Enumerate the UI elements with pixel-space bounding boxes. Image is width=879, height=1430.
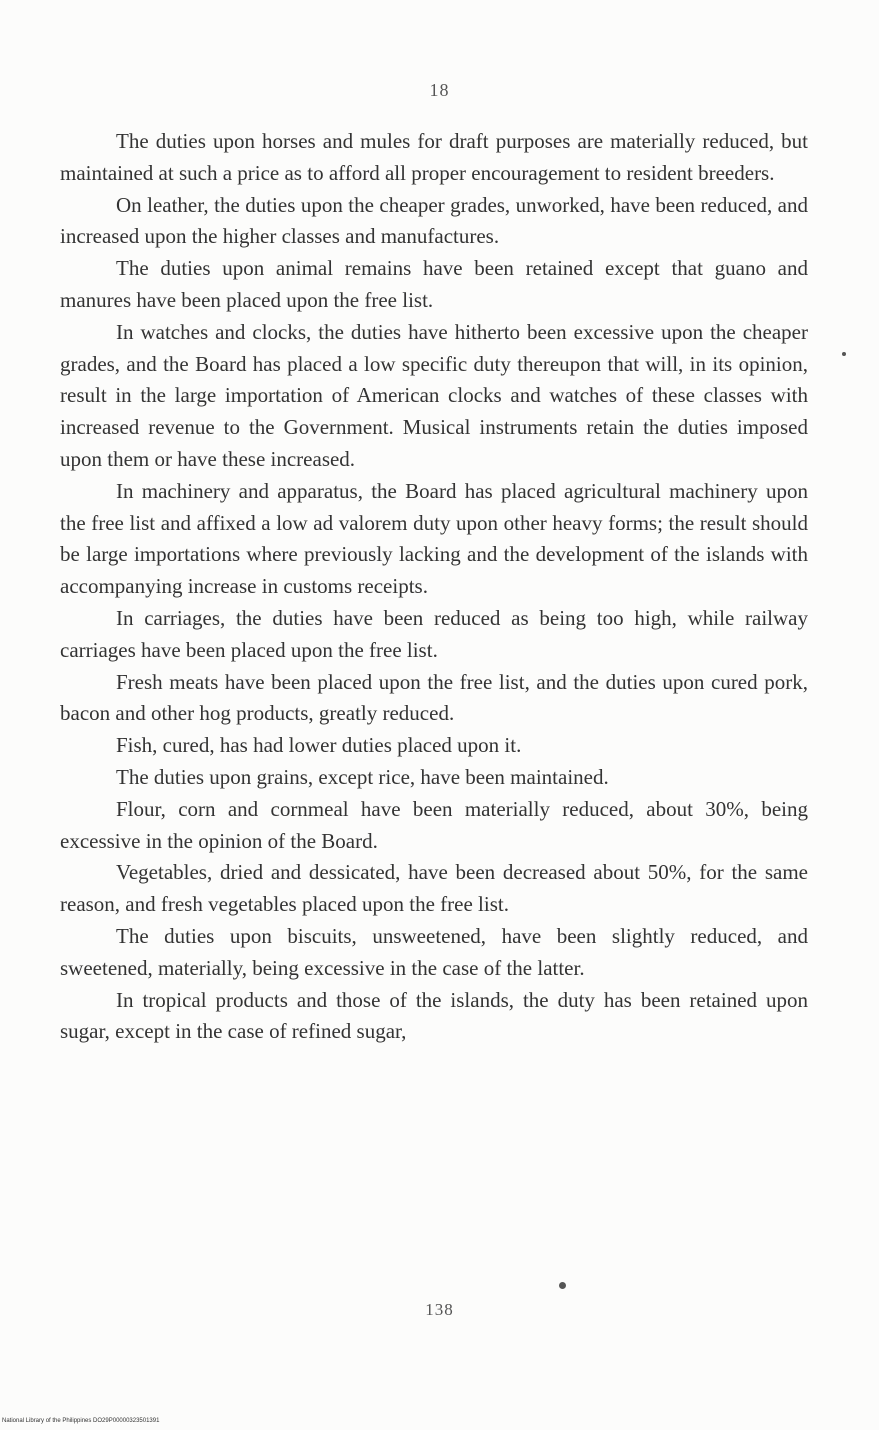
paragraph-vegetables: Vegetables, dried and dessicated, have been decreased about 50%, for the same reason, and fresh vegetables placed upon the free list.	[60, 860, 808, 917]
page-number-top: 18	[429, 80, 450, 100]
paragraph-biscuits: The duties upon biscuits, unsweetened, have been slightly reduced, and sweetened, materially, being excessive in the case of the latter.	[60, 923, 808, 980]
paragraph-horses-mules: The duties upon horses and mules for draft purposes are materially reduced, but maintained at such a price as to afford all proper encouragement to resident breeders.	[60, 129, 808, 185]
paragraph-animal-remains: The duties upon animal remains have been retained except that guano and manures have been placed upon the free list.	[60, 256, 808, 312]
paragraph-watches-clocks: In watches and clocks, the duties have hitherto been excessive upon the cheaper grades, and the Board has placed a low specific duty thereupon that will, in its opinion, result in the large importation of American clocks and watches of these classes with increased revenue to the Government. Musical instruments retain the duties imposed upon them or have these increased.	[60, 319, 808, 471]
paragraph-grains: The duties upon grains, except rice, have been maintained.	[116, 764, 609, 789]
scan-speck	[842, 352, 846, 356]
paragraph-fish: Fish, cured, has had lower duties placed upon it.	[116, 733, 522, 758]
paragraph-flour: Flour, corn and cornmeal have been materially reduced, about 30%, being excessive in the opinion of the Board.	[60, 796, 808, 853]
paragraph-machinery: In machinery and apparatus, the Board has placed agricultural machinery upon the free list and affixed a low ad valorem duty upon other heavy forms; the result should be large importations where previously lacking and the development of the islands with accompanying increase in customs receipts.	[60, 478, 808, 599]
paragraph-carriages: In carriages, the duties have been reduced as being too high, while railway carriages have been placed upon the free list.	[60, 605, 808, 662]
page-number-bottom: 138	[425, 1300, 454, 1319]
scan-speck	[559, 1282, 566, 1289]
paragraph-fresh-meats: Fresh meats have been placed upon the free list, and the duties upon cured pork, bacon and other hog products, greatly reduced.	[60, 669, 808, 726]
body-text	[60, 126, 808, 1048]
paragraph-leather: On leather, the duties upon the cheaper grades, unworked, have been reduced, and increased upon the higher classes and manufactures.	[60, 192, 808, 249]
paragraph-tropical-products: In tropical products and those of the islands, the duty has been retained upon sugar, except in the case of refined sugar,	[60, 987, 808, 1044]
footer-credit: National Library of the Philippines DO29P00000323501391	[2, 1418, 160, 1424]
